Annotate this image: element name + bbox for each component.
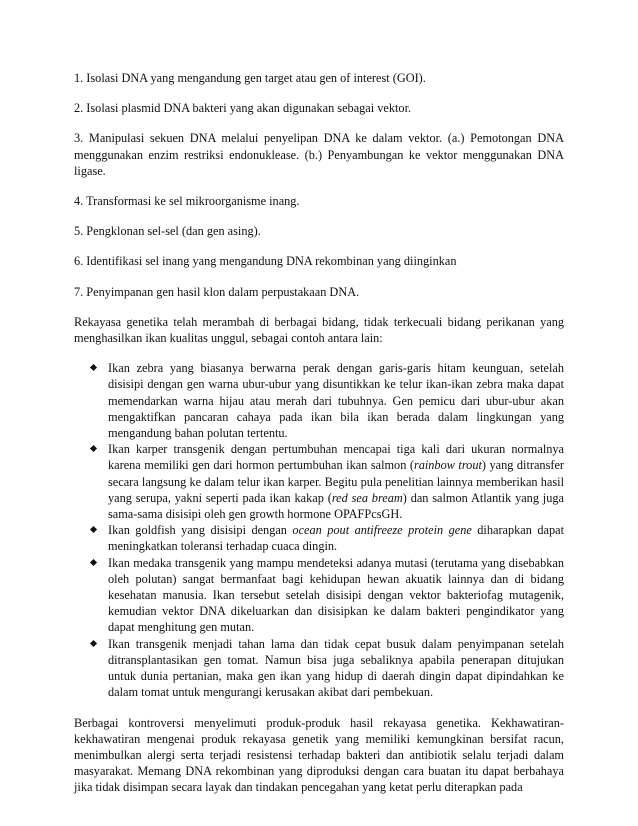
list-item-text: ) dan salmon Atlantik yang juga sama-sama disisipi oleh gen growth hormone OPAFPcsGH.: [108, 490, 564, 522]
document-page: [74, 70, 564, 810]
closing-paragraph: Berbagai kontroversi menyelimuti produk-produk hasil rekayasa genetika. Kekhawatiran-kekhawatiran mengenai produk rekayasa genetik yang memiliki kemungkinan bersifat racun, menimbulkan alergi serta terjadi resistensi terhadap bakteri dan antibiotik selalu terjadi dalam masyarakat. Memang DNA rekombinan yang diproduksi dengan cara buatan itu dapat berbahaya jika tidak disimpan secara layak dan tindakan pencegahan yang ketat perlu diterapkan pada: [74, 715, 564, 795]
step-5: 5. Pengklonan sel-sel (dan gen asing).: [74, 224, 261, 239]
list-item-text: diharapkan dapat meningkatkan toleransi terhadap cuaca dingin.: [108, 523, 564, 554]
step-4: 4. Transformasi ke sel mikroorganisme inang.: [74, 194, 300, 209]
list-item: [74, 636, 564, 701]
intro-paragraph: Rekayasa genetika telah merambah di berbagai bidang, tidak terkecuali bidang perikanan yang menghasilkan ikan kualitas unggul, sebagai contoh antara lain:: [74, 314, 564, 346]
list-item-text: Ikan karper transgenik dengan pertumbuhan mencapai tiga kali dari ukuran normalnya karena memiliki gen dari hormon pertumbuhan ikan salmon (: [108, 442, 564, 473]
italic-term: red sea bream: [331, 490, 403, 505]
diamond-bullet-icon: [90, 559, 97, 566]
list-item: [74, 555, 564, 636]
diamond-bullet-icon: [90, 640, 97, 647]
italic-term: ocean pout antifreeze protein gene: [292, 523, 472, 538]
step-3: 3. Manipulasi sekuen DNA melalui penyelipan DNA ke dalam vektor. (a.) Pemotongan DNA menggunakan enzim restriksi endonuklease. (b.) Penyambungan ke vektor menggunakan DNA ligase.: [74, 131, 564, 178]
list-item-text: Ikan zebra yang biasanya berwarna perak dengan garis-garis hitam keunguan, setelah disisipi dengan gen warna ubur-ubur yang disuntikkan ke telur ikan-ikan zebra maka dapat memendarkan warna hijau atau merah dari tubuhnya. Gen pemicu dari ubur-ubur akan mengaktifkan pancaran cahaya pada ikan bila ikan berada dalam lingkungan yang mengandung bahan polutan tertentu.: [108, 361, 564, 441]
diamond-bullet-icon: [90, 526, 97, 533]
list-item: [74, 522, 564, 554]
list-item: [74, 441, 564, 522]
list-item: [74, 360, 564, 441]
step-1: 1. Isolasi DNA yang mengandung gen target atau gen of interest (GOI).: [74, 71, 426, 85]
italic-term: rainbow trout: [413, 458, 482, 473]
list-item-text: Ikan medaka transgenik yang mampu mendeteksi adanya mutasi (terutama yang disebabkan oleh polutan) sangat bermanfaat bagi kehidupan hewan akuatik lainnya dan di bidang kesehatan manusia. Ikan tersebut setelah disisipi dengan vektor bakteriofag mutagenik, kemudian vektor DNA dikeluarkan dan disisipkan ke dalam bakteri pengindikator yang dapat menghitung gen mutan.: [108, 555, 564, 635]
list-item-text: Ikan goldfish yang disisipi dengan: [108, 523, 293, 538]
list-item-text: ) yang ditransfer secara langsung ke dalam telur ikan karper. Begitu pula penelitian lainnya memberikan hasil yang serupa, yakni seperti pada ikan kakap (: [108, 458, 564, 505]
list-item-text: Ikan transgenik menjadi tahan lama dan tidak cepat busuk dalam penyimpanan setelah ditransplantasikan gen tomat. Namun bisa juga sebaliknya apabila penerapan ditujukan untuk dunia pertanian, maka gen ikan yang hidup di daerah dingin dapat dipindahkan ke dalam tomat untuk mengurangi kerusakan akibat dari pembekuan.: [108, 636, 564, 700]
step-2: 2. Isolasi plasmid DNA bakteri yang akan digunakan sebagai vektor.: [74, 101, 412, 116]
diamond-bullet-icon: [90, 364, 97, 371]
step-6: 6. Identifikasi sel inang yang mengandung DNA rekombinan yang diinginkan: [74, 254, 457, 269]
step-7: 7. Penyimpanan gen hasil klon dalam perpustakaan DNA.: [74, 284, 360, 299]
diamond-bullet-icon: [90, 445, 97, 452]
bullet-list: [74, 360, 564, 700]
